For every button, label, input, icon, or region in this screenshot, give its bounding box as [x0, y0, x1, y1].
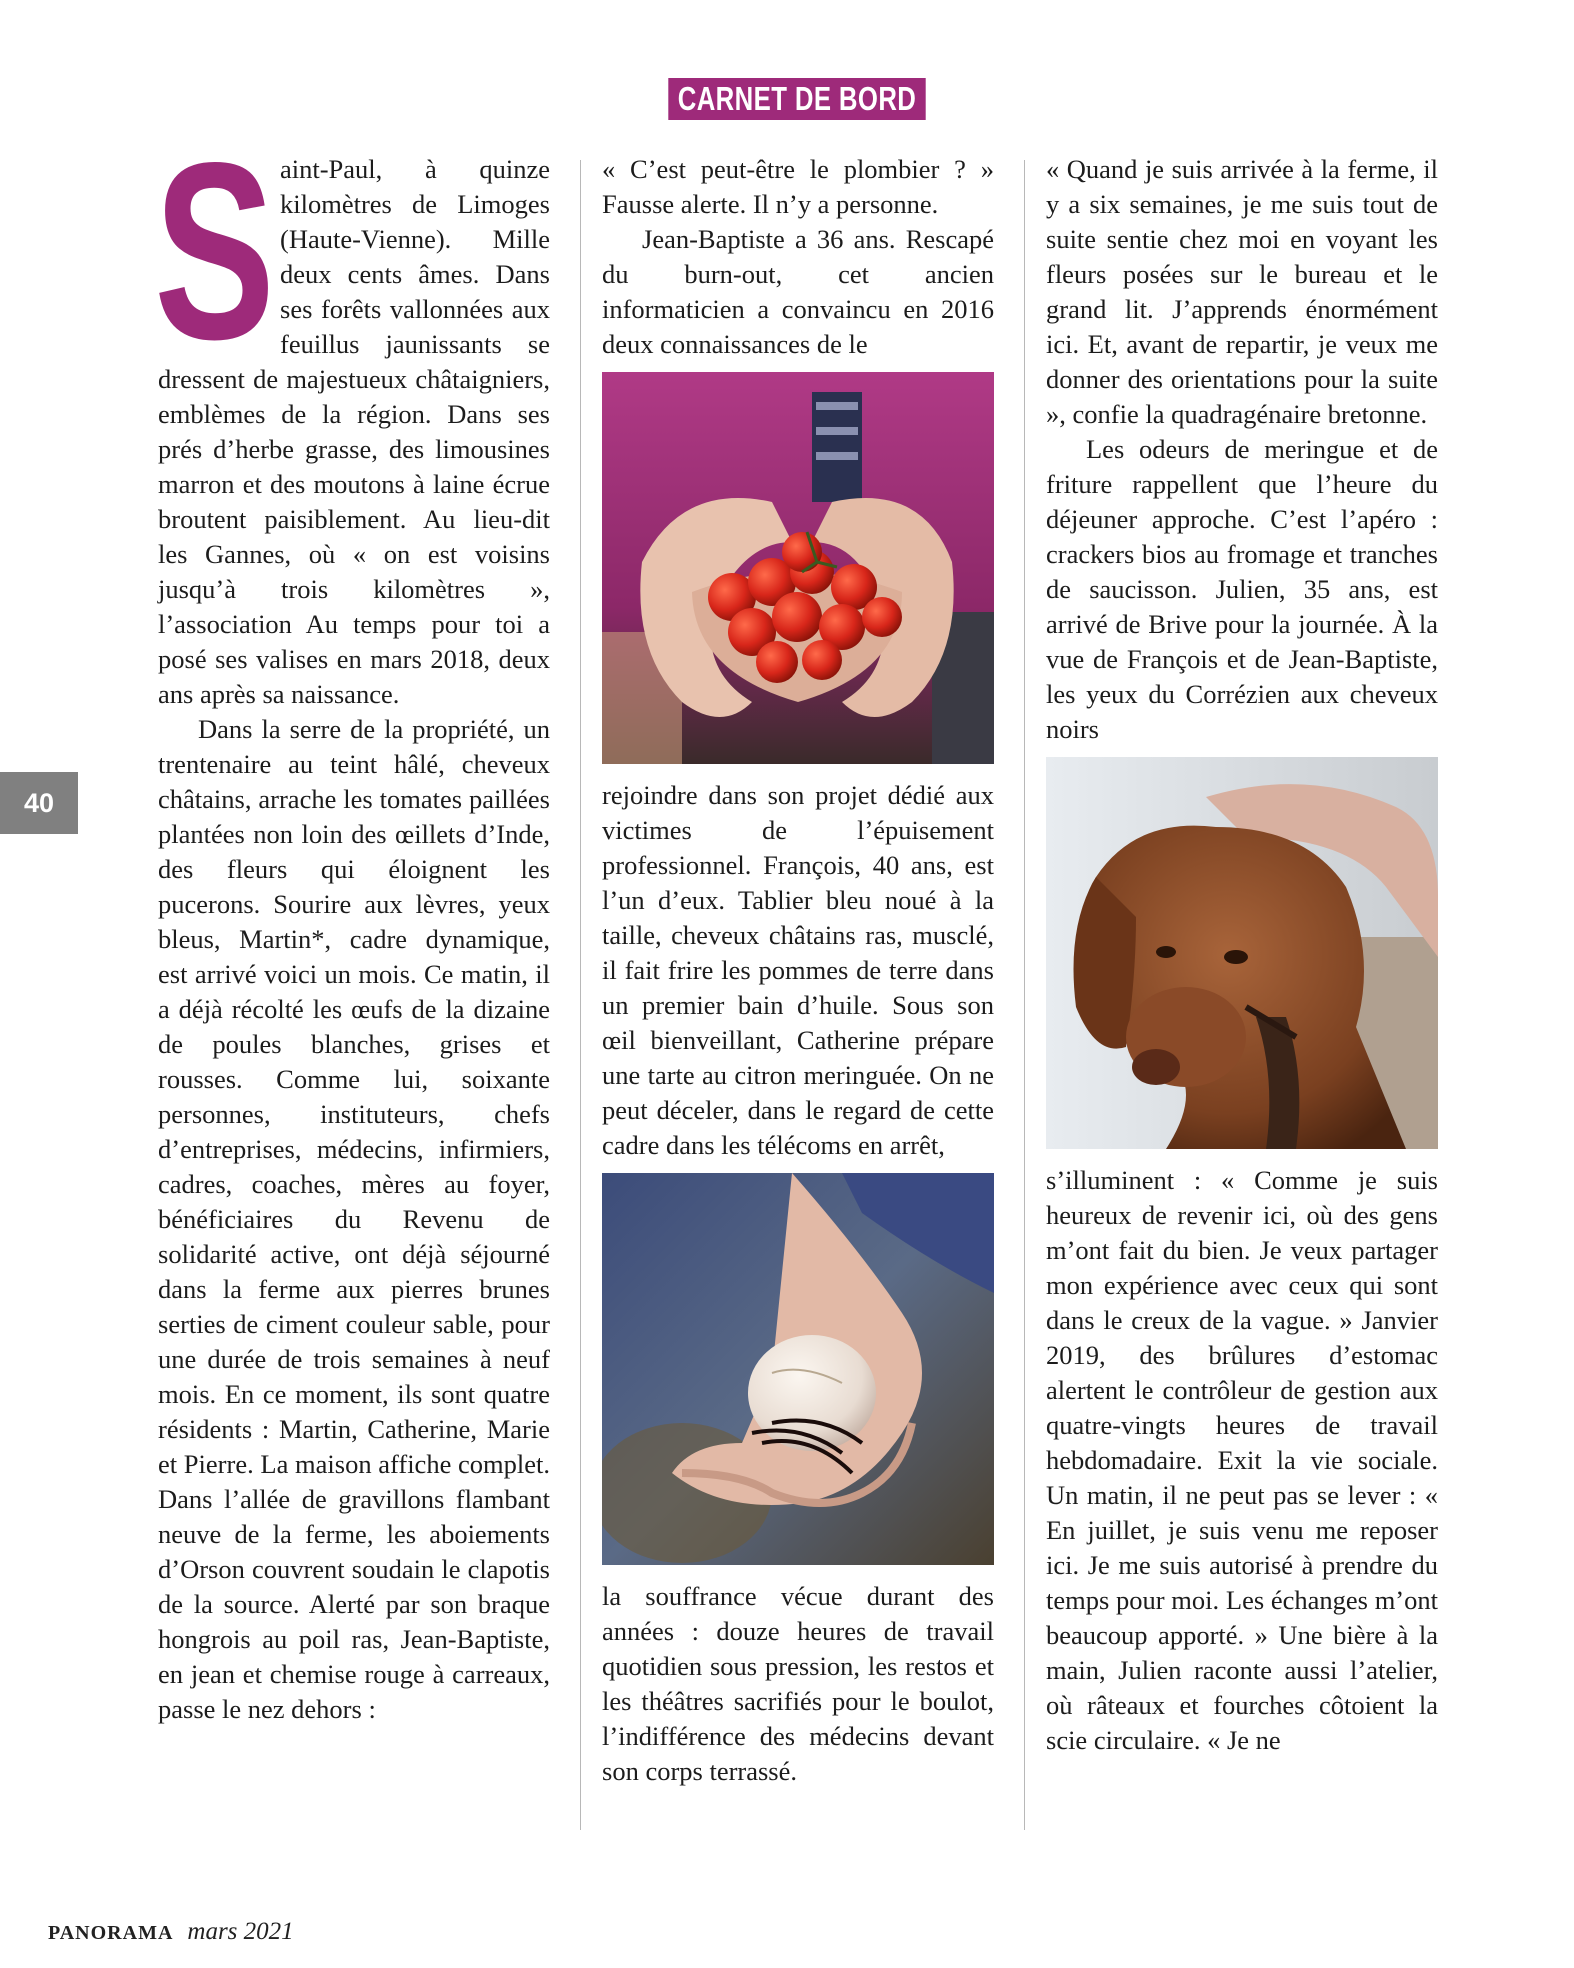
paragraph: s’illuminent : « Comme je suis heureux de revenir ici, où des gens m’ont fait du bien. Je veux partager mon expérience avec ceux qui sont dans le creux de la vague. » Janvier 2019, des brûlures d’estomac alertent le contrôleur de gestion aux quatre-vingts heures de travail hebdomadaire. Exit la vie sociale. Un matin, il ne peut pas se lever : « En juillet, je suis venu me reposer ici. Je me suis autorisé à prendre du temps pour moi. Les échanges m’ont beaucoup apporté. » Une bière à la main, Julien raconte aussi l’atelier, où râteaux et fourches côtoient la scie circulaire. « Je ne — [1046, 1165, 1438, 1755]
column-divider — [1024, 160, 1025, 1830]
paragraph: « C’est peut-être le plombier ? » Fausse alerte. Il n’y a personne. — [602, 154, 994, 219]
dog-photo — [1046, 757, 1438, 1149]
column-divider — [580, 160, 581, 1830]
article-column-3 — [1046, 152, 1438, 1758]
article-column-1 — [154, 111, 550, 1727]
tomatoes-photo — [602, 372, 994, 764]
page-number: 40 — [0, 772, 78, 834]
paragraph: aint-Paul, à quinze kilomètres de Limoges (Haute-Vienne). Mille deux cents âmes. Dans ses forêts vallonnées aux feuillus jaunissants se dressent de majestueux châtaigniers, emblèmes de la région. Dans ses prés d’herbe grasse, des limousines marron et des moutons à laine écrue broutent paisiblement. Au lieu-dit les Gannes, où « on est voisins jusqu’à trois kilomètres », l’association Au temps pour toi a posé ses valises en mars 2018, deux ans après sa naissance. — [158, 154, 550, 709]
paragraph: « Quand je suis arrivée à la ferme, il y a six semaines, je me suis tout de suite sentie chez moi en voyant les fleurs posées sur le bureau et le grand lit. J’apprends énormément ici. Et, avant de repartir, je veux me donner des orientations pour la suite », confie la quadragénaire bretonne. — [1046, 154, 1438, 429]
paragraph: rejoindre dans son projet dédié aux victimes de l’épuisement professionnel. François, 40 ans, est l’un d’eux. Tablier bleu noué à la taille, cheveux châtains ras, musclé, il fait frire les pommes de terre dans un premier bain d’huile. Sous son œil bienveillant, Catherine prépare une tarte au citron meringuée. On ne peut déceler, dans le regard de cette cadre dans les télécoms en arrêt, — [602, 780, 994, 1160]
paragraph: Jean-Baptiste a 36 ans. Rescapé du burn-out, cet ancien informaticien a convaincu en 2016 deux connaissances de le — [602, 224, 994, 359]
issue-date: mars 2021 — [187, 1918, 294, 1945]
egg-in-hand-photo — [602, 1173, 994, 1565]
drop-cap: S — [154, 111, 276, 392]
section-header: CARNET DE BORD — [668, 78, 925, 120]
footer — [48, 1918, 294, 1946]
paragraph: Dans la serre de la propriété, un trentenaire au teint hâlé, cheveux châtains, arrache les tomates paillées plantées non loin des œillets d’Inde, des fleurs qui éloignent les pucerons. Sourire aux lèvres, yeux bleus, Martin*, cadre dynamique, est arrivé voici un mois. Ce matin, il a déjà récolté les œufs de la dizaine de poules blanches, grises et rousses. Comme lui, soixante personnes, instituteurs, chefs d’entreprises, médecins, infirmiers, cadres, coaches, mères au foyer, bénéficiaires du Revenu de solidarité active, ont déjà séjourné dans la ferme aux pierres brunes serties de ciment couleur sable, pour une durée de trois semaines à neuf mois. En ce moment, ils sont quatre résidents : Martin, Catherine, Marie et Pierre. La maison affiche complet. Dans l’allée de gravillons flambant neuve de la ferme, les aboiements d’Orson couvrent soudain le clapotis de la source. Alerté par son braque hongrois au poil ras, Jean-Baptiste, en jean et chemise rouge à carreaux, passe le nez dehors : — [158, 714, 550, 1724]
magazine-brand: PANORAMA — [48, 1922, 174, 1944]
paragraph: la souffrance vécue durant des années : douze heures de travail quotidien sous pression, les restos et les théâtres sacrifiés pour le boulot, l’indifférence des médecins devant son corps terrassé. — [602, 1581, 994, 1786]
article-column-2 — [602, 152, 994, 1789]
paragraph: Les odeurs de meringue et de friture rappellent que l’heure du déjeuner approche. C’est l’apéro : crackers bios au fromage et tranches de saucisson. Julien, 35 ans, est arrivé de Brive pour la journée. À la vue de François et de Jean-Baptiste, les yeux du Corrézien aux cheveux noirs — [1046, 434, 1438, 744]
